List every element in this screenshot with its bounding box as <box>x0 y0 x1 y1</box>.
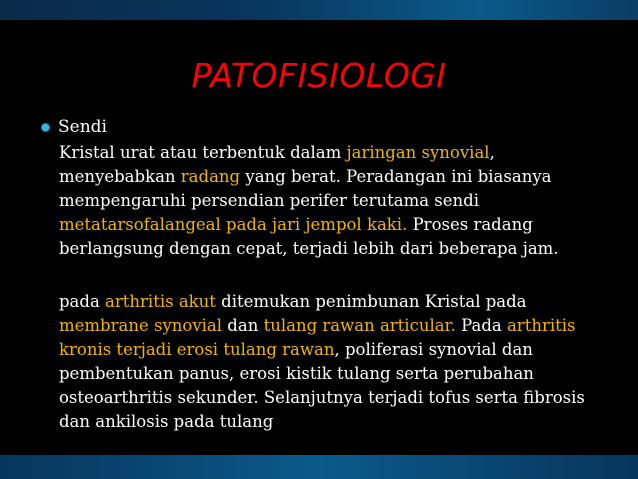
paragraph-2 <box>59 290 604 434</box>
p2-text-5: , poliferasi synovial dan pembentukan panus, erosi kistik tulang serta perubahan osteoarthritis sekunder. Selanjutnya terjadi tofus serta fibrosis dan ankilosis pada tulang <box>59 340 585 431</box>
p1-highlight-radang: radang <box>180 167 241 186</box>
p2-text-2: ditemukan penimbunan Kristal pada <box>215 292 527 311</box>
bullet-item-sendi <box>42 116 107 138</box>
p1-text-4: Proses radang berlangsung dengan cepat, terjadi lebih dari beberapa jam. <box>59 215 559 258</box>
p1-text-2: , menyebabkan <box>59 143 495 186</box>
p1-text-3: yang berat. Peradangan ini biasanya mempengaruhi persendian perifer terutama sendi <box>59 167 552 210</box>
bottom-decorative-band <box>0 455 638 479</box>
p2-highlight-membrane-synovial: membrane synovial <box>59 316 223 335</box>
slide-title: PATOFISIOLOGI <box>191 56 447 95</box>
p1-text-1: Kristal urat atau terbentuk dalam <box>59 143 347 162</box>
p1-highlight-metatarsofalangeal: metatarsofalangeal pada jari jempol kaki. <box>59 215 408 234</box>
paragraph-1 <box>59 141 604 261</box>
p2-highlight-arthritis-akut: arthritis akut <box>105 292 216 311</box>
p1-highlight-jaringan-synovial: jaringan synovial <box>346 143 490 162</box>
p2-highlight-arthritis-kronis: arthritis kronis terjadi erosi tulang rawan <box>59 316 576 359</box>
top-decorative-band <box>0 0 638 20</box>
p2-highlight-tulang-rawan-articular: tulang rawan articular. <box>263 316 456 335</box>
p2-text-3: dan <box>222 316 264 335</box>
p2-text-4: Pada <box>455 316 507 335</box>
p2-text-1: pada <box>59 292 106 311</box>
bullet-label: Sendi <box>58 117 107 137</box>
bullet-dot-icon <box>42 124 49 131</box>
